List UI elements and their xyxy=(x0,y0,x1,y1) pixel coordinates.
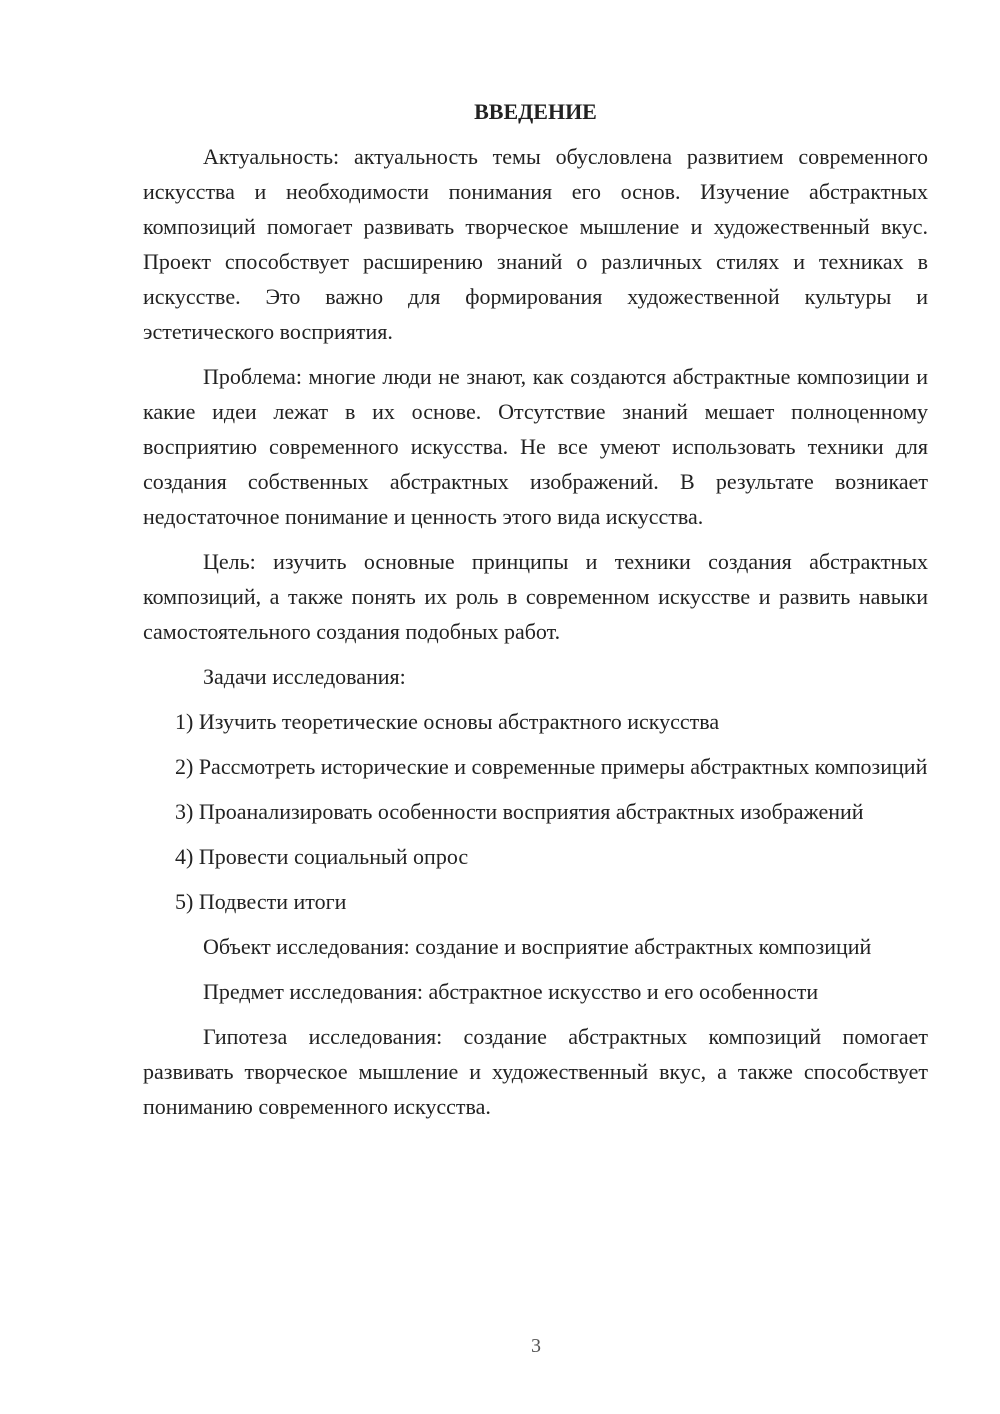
hypothesis-paragraph: Гипотеза исследования: создание абстрактных композиций помогает развивать творческое мышление и художественный вкус, а также способствует пониманию современного искусства. xyxy=(143,1024,928,1119)
tasks-heading: Задачи исследования: xyxy=(203,664,406,689)
task-item-5: 5) Подвести итоги xyxy=(175,889,347,914)
task-item-2: 2) Рассмотреть исторические и современные примеры абстрактных композиций xyxy=(175,754,928,779)
relevance-paragraph: Актуальность: актуальность темы обусловлена развитием современного искусства и необходимости понимания его основ. Изучение абстрактных композиций помогает развивать творческое мышление и художественный вкус. Проект способствует расширению знаний о различных стилях и техниках в искусстве. Это важно для формирования художественной культуры и эстетического восприятия. xyxy=(143,144,928,344)
subject-paragraph: Предмет исследования: абстрактное искусство и его особенности xyxy=(203,979,819,1004)
section-title: ВВЕДЕНИЕ xyxy=(474,99,597,124)
task-item-1: 1) Изучить теоретические основы абстрактного искусства xyxy=(175,709,720,734)
task-item-4: 4) Провести социальный опрос xyxy=(175,844,469,869)
task-item-3: 3) Проанализировать особенности восприятия абстрактных изображений xyxy=(175,799,864,824)
page-number: 3 xyxy=(531,1335,541,1357)
page-content xyxy=(143,94,928,1134)
problem-paragraph: Проблема: многие люди не знают, как создаются абстрактные композиции и какие идеи лежат в их основе. Отсутствие знаний мешает полноценному восприятию современного искусства. Не все умеют использовать техники для создания собственных абстрактных изображений. В результате возникает недостаточное понимание и ценность этого вида искусства. xyxy=(143,364,928,529)
object-paragraph: Объект исследования: создание и восприятие абстрактных композиций xyxy=(203,934,872,959)
goal-paragraph: Цель: изучить основные принципы и техники создания абстрактных композиций, а также понять их роль в современном искусстве и развить навыки самостоятельного создания подобных работ. xyxy=(143,549,928,644)
